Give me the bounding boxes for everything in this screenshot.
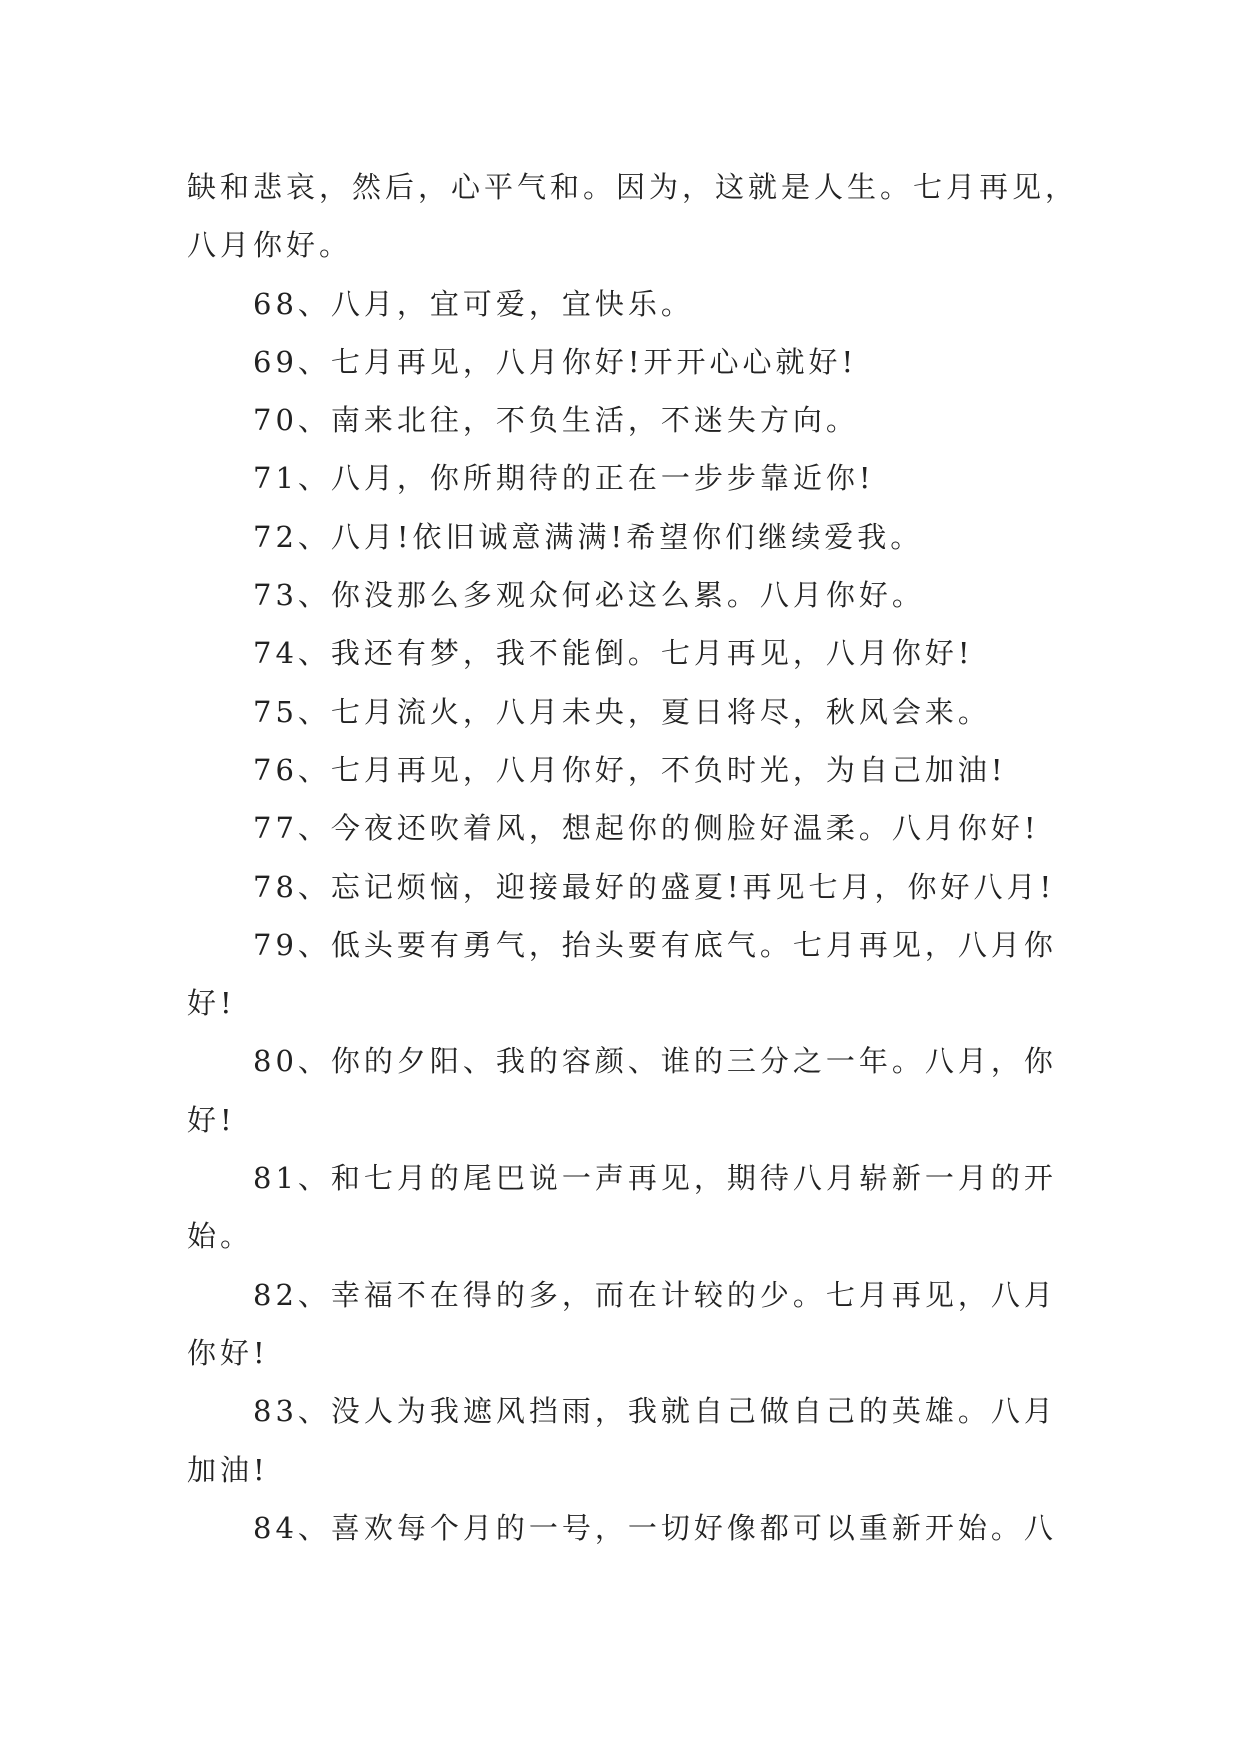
list-item-74: 74、我还有梦，我不能倒。七月再见，八月你好! <box>253 636 974 671</box>
body-text <box>187 158 1079 1557</box>
list-item-83: 83、没人为我遮风挡雨，我就自己做自己的英雄。八月 <box>253 1394 1057 1429</box>
text-line-continuation: 好! <box>187 986 236 1021</box>
text-line-continuation: 八月你好。 <box>187 228 353 263</box>
list-item-75: 75、七月流火，八月未央，夏日将尽，秋风会来。 <box>253 694 991 729</box>
text-line-continuation: 始。 <box>187 1219 254 1254</box>
list-item-69: 69、七月再见，八月你好!开开心心就好! <box>253 344 858 379</box>
list-item-78: 78、忘记烦恼，迎接最好的盛夏!再见七月，你好八月! <box>253 869 1056 904</box>
text-line-continuation: 好! <box>187 1102 236 1137</box>
list-item-80: 80、你的夕阳、我的容颜、谁的三分之一年。八月，你 <box>253 1044 1057 1079</box>
list-item-81: 81、和七月的尾巴说一声再见，期待八月崭新一月的开 <box>253 1161 1057 1196</box>
list-item-79: 79、低头要有勇气，抬头要有底气。七月再见，八月你 <box>253 927 1057 962</box>
list-item-84: 84、喜欢每个月的一号，一切好像都可以重新开始。八 <box>253 1510 1057 1545</box>
text-line-continuation: 加油! <box>187 1452 269 1487</box>
text-line-continuation: 你好! <box>187 1335 269 1370</box>
list-item-70: 70、南来北往，不负生活，不迷失方向。 <box>253 403 859 438</box>
list-item-73: 73、你没那么多观众何必这么累。八月你好。 <box>253 578 925 613</box>
text-line-continuation: 缺和悲哀，然后，心平气和。因为，这就是人生。七月再见， <box>187 170 1079 204</box>
list-item-82: 82、幸福不在得的多，而在计较的少。七月再见，八月 <box>253 1277 1057 1312</box>
list-item-68: 68、八月，宜可爱，宜快乐。 <box>253 286 694 321</box>
list-item-76: 76、七月再见，八月你好，不负时光，为自己加油! <box>253 752 1007 787</box>
list-item-71: 71、八月，你所期待的正在一步步靠近你! <box>253 461 875 496</box>
list-item-77: 77、今夜还吹着风，想起你的侧脸好温柔。八月你好! <box>253 811 1040 846</box>
list-item-72: 72、八月!依旧诚意满满!希望你们继续爱我。 <box>253 519 924 554</box>
